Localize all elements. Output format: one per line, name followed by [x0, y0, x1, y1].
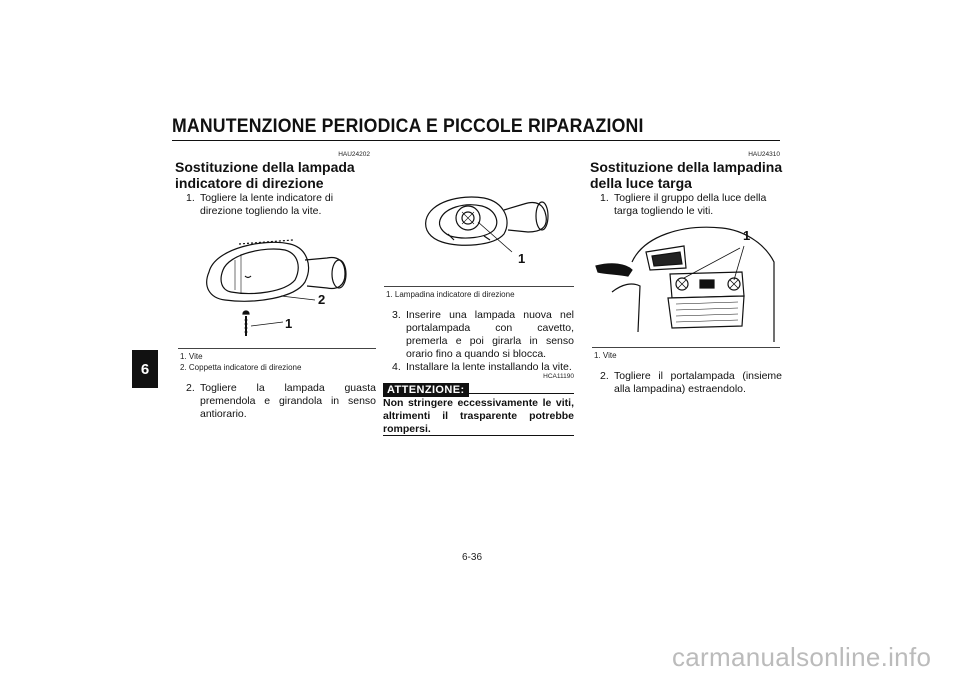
figure-caption — [180, 351, 376, 373]
step-number: 1. — [186, 192, 195, 204]
figure-caption — [594, 350, 782, 361]
caption-item: 1. Vite — [594, 351, 617, 360]
callout-label: 1 — [743, 228, 751, 243]
step-text: Togliere la lente indicatore di direzione togliendo la vite. — [200, 192, 334, 217]
callout-label: 2 — [318, 292, 326, 307]
section-heading-line: indicatore di direzione — [175, 175, 324, 191]
figure-caption — [386, 289, 576, 300]
step-2 — [600, 370, 782, 396]
warning-code: HCA11190 — [543, 373, 574, 380]
step-2 — [186, 382, 376, 421]
caption-rule — [178, 348, 376, 349]
title-rule — [172, 140, 780, 141]
step-1 — [600, 192, 782, 218]
watermark: carmanualsonline.info — [672, 642, 932, 672]
caption-item: 1. Vite — [180, 352, 203, 361]
warning-box — [383, 380, 469, 398]
section-heading-line: della luce targa — [590, 175, 692, 191]
section-heading — [590, 159, 790, 191]
step-text: Inserire una lampada nuova nel portalampada con cavetto, premerla e poi girarla in senso orario fino a quando si blocca. — [406, 309, 574, 360]
step-number: 3. — [392, 309, 401, 321]
chapter-tab[interactable]: 6 — [132, 350, 158, 388]
page-number: 6-36 — [462, 552, 483, 563]
license-plate-light-illustration — [592, 222, 780, 344]
step-number: 2. — [186, 382, 195, 394]
step-text: Installare la lente installando la vite. — [406, 361, 572, 373]
section-code: HAU24310 — [748, 151, 780, 158]
warning-text: Non stringere eccessivamente le viti, altrimenti il trasparente potrebbe rompersi. — [383, 397, 574, 435]
caption-item: 2. Coppetta indicatore di direzione — [180, 363, 302, 372]
caption-rule — [384, 286, 574, 287]
step-number: 4. — [392, 361, 401, 373]
page-title: MANUTENZIONE PERIODICA E PICCOLE RIPARAZIONI — [172, 116, 644, 137]
callout-label: 1 — [518, 251, 526, 266]
warning-label: ATTENZIONE: — [383, 383, 469, 397]
turn-signal-lens-illustration — [195, 230, 370, 350]
caption-rule — [592, 347, 780, 348]
section-heading — [175, 159, 375, 191]
step-3 — [392, 309, 574, 361]
caption-item: 1. Lampadina indicatore di direzione — [386, 290, 515, 299]
step-1 — [186, 192, 376, 218]
section-heading-line: Sostituzione della lampadina — [590, 159, 783, 175]
warning-top-rule — [466, 393, 574, 394]
section-code: HAU24202 — [338, 151, 370, 158]
bulb-socket-illustration — [420, 180, 575, 290]
warning-bottom-rule — [383, 435, 574, 436]
step-text: Togliere la lampada guasta premendola e girandola in senso antiorario. — [200, 382, 376, 420]
step-text: Togliere il gruppo della luce della targa togliendo le viti. — [614, 192, 767, 217]
step-number: 2. — [600, 370, 609, 382]
section-heading-line: Sostituzione della lampada — [175, 159, 355, 175]
step-text: Togliere il portalampada (insieme alla lampadina) estraendolo. — [614, 370, 782, 395]
step-number: 1. — [600, 192, 609, 204]
callout-label: 1 — [285, 316, 293, 331]
